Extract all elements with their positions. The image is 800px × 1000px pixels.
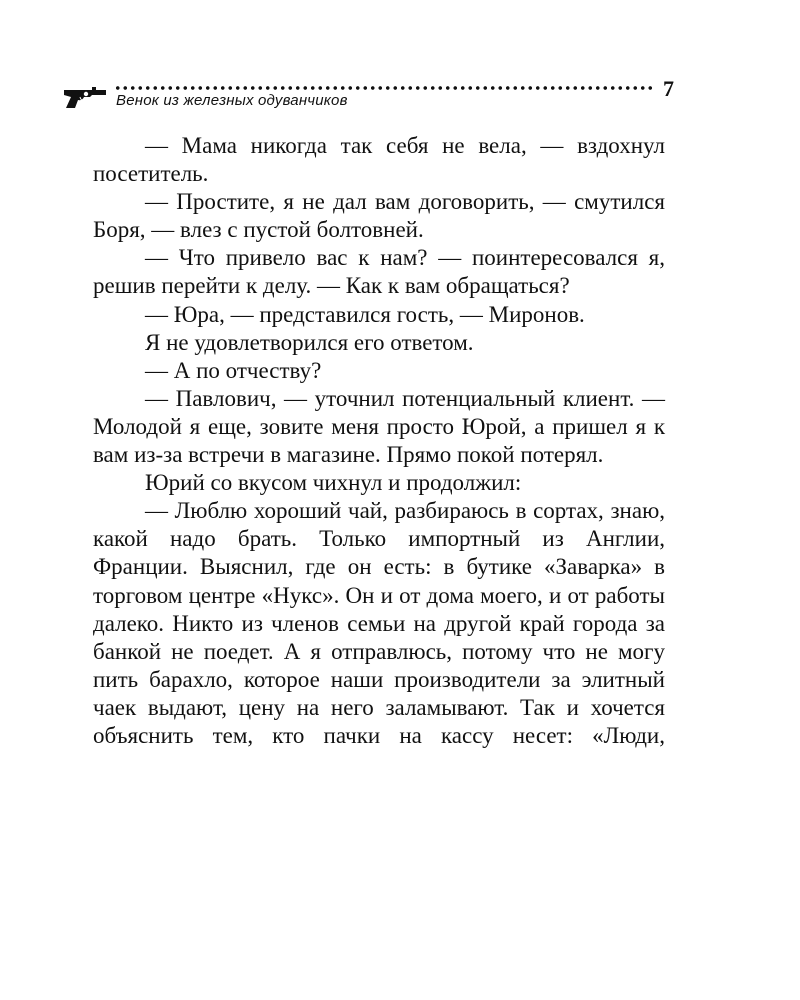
paragraph: — Простите, я не дал вам договорить, — смутился Боря, — влез с пустой болтовней. bbox=[93, 189, 665, 243]
paragraph: — Люблю хороший чай, разбираюсь в сортах, знаю, какой надо брать. Только импортный из Англии, Франции. Выяснил, где он есть: в бутике «Заварка» в торговом центре «Нукс». Он и от дома моего, и от работы далеко. Никто из членов семьи на другой край города за банкой не поедет. А я отправлюсь, потому что не могу пить барахло, которое наши производители за элитный чаек выдают, цену на него заламывают. Так и хочется объяснить тем, кто пачки на кассу несет: «Люди, bbox=[93, 498, 665, 748]
dotted-rule bbox=[114, 84, 654, 92]
page-number: 7 bbox=[663, 76, 674, 101]
paragraph: — Павлович, — уточнил потенциальный клиент. — Молодой я еще, зовите меня просто Юрой, а пришел я к вам из-за встречи в магазине. Прямо покой потерял. bbox=[93, 385, 665, 468]
running-header bbox=[62, 78, 674, 114]
paragraph: — Что привело вас к нам? — поинтересовался я, решив перейти к делу. — Как к вам обращаться? bbox=[93, 245, 665, 299]
paragraph: — А по отчеству? bbox=[145, 357, 322, 383]
paragraph: Юрий со вкусом чихнул и продолжил: bbox=[145, 470, 522, 496]
book-title: Венок из железных одуванчиков bbox=[116, 92, 348, 109]
paragraph: — Юра, — представился гость, — Миронов. bbox=[145, 301, 585, 327]
revolver-icon bbox=[62, 82, 110, 110]
paragraph: — Мама никогда так себя не вела, — вздохнул посетитель. bbox=[93, 133, 665, 187]
paragraph: Я не удовлетворился его ответом. bbox=[145, 329, 474, 355]
body-text bbox=[93, 132, 665, 750]
